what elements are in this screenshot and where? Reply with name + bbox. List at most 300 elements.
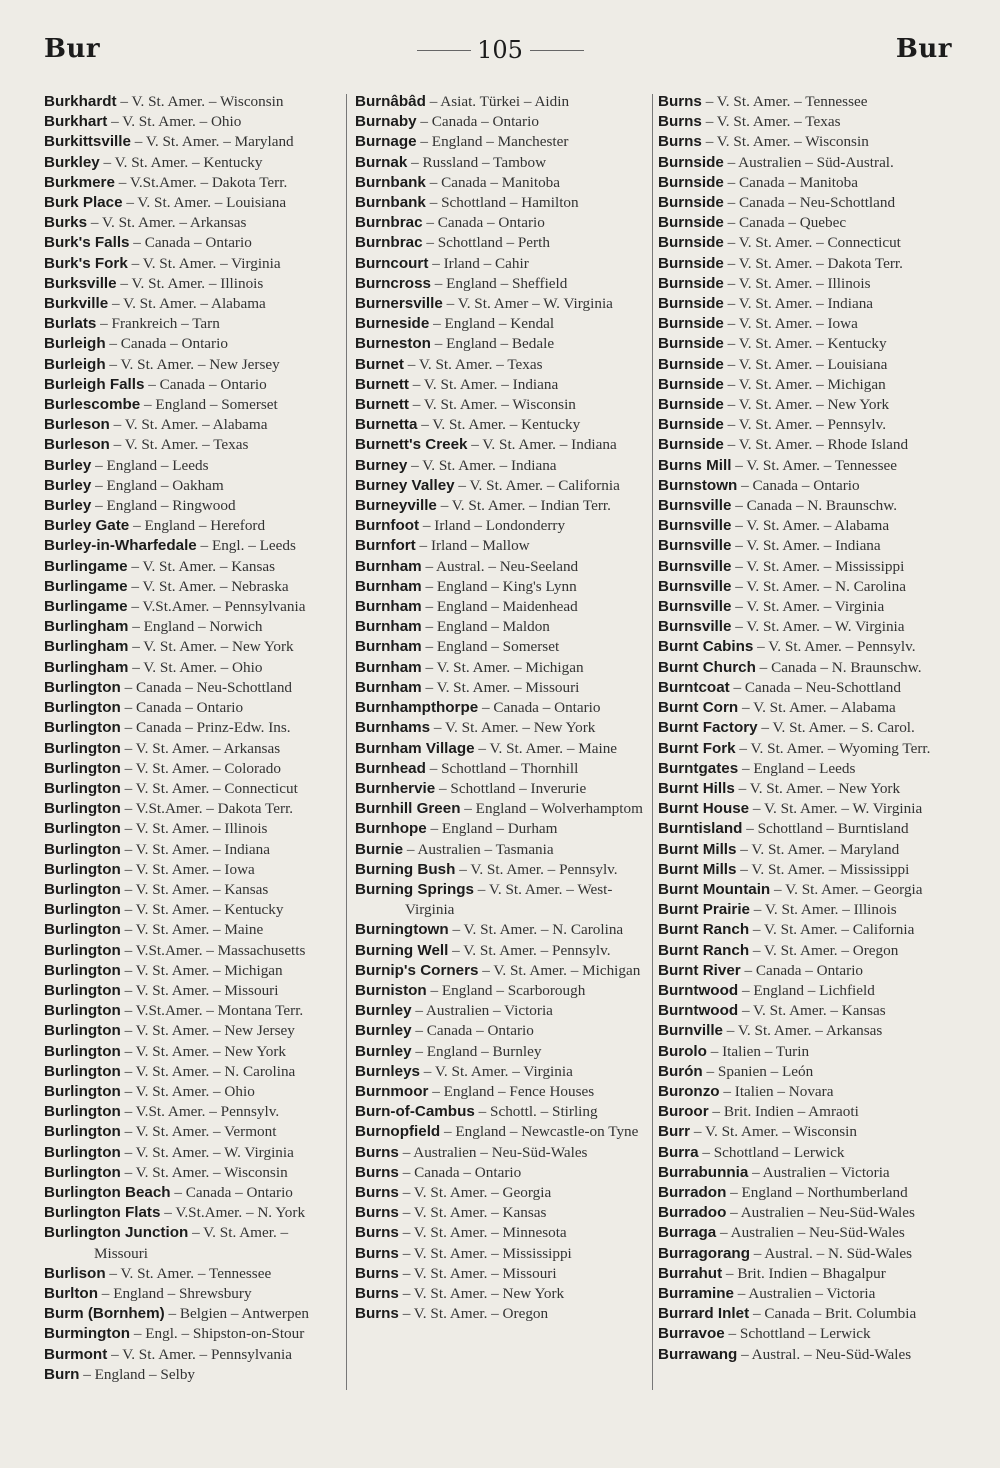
gazetteer-entry bbox=[355, 1082, 651, 1102]
gazetteer-entry bbox=[355, 536, 651, 556]
place-name: Buronzo bbox=[658, 1082, 720, 1100]
place-location: – V.St.Amer. – Montana Terr. bbox=[120, 1002, 304, 1020]
place-name: Burnville bbox=[658, 1022, 723, 1040]
gazetteer-entry bbox=[658, 698, 958, 718]
gazetteer-entry bbox=[44, 739, 342, 759]
gazetteer-entry bbox=[355, 1244, 651, 1264]
gazetteer-entry bbox=[355, 920, 651, 940]
gazetteer-entry bbox=[658, 294, 958, 314]
gazetteer-entry bbox=[44, 334, 342, 354]
gazetteer-entry bbox=[355, 294, 651, 314]
gazetteer-entry bbox=[44, 759, 342, 779]
place-name: Burnfort bbox=[355, 537, 416, 555]
place-location: – Schottland – Perth bbox=[422, 234, 550, 252]
place-name: Burnt Cabins bbox=[658, 638, 754, 656]
place-location: – V. St. Amer. – Arkansas bbox=[723, 1022, 883, 1040]
place-name: Burnley bbox=[355, 1002, 412, 1020]
place-location: – V. St. Amer. – California bbox=[749, 921, 915, 939]
place-name: Burnie bbox=[355, 840, 404, 858]
gazetteer-entry bbox=[658, 173, 958, 193]
gazetteer-entry bbox=[658, 1042, 958, 1062]
place-name: Burlington bbox=[44, 719, 121, 737]
place-name: Burnsville bbox=[658, 618, 732, 636]
place-location: – V. St. Amer. – Illinois bbox=[120, 820, 268, 838]
place-location: – England – Northumberland bbox=[726, 1183, 908, 1201]
gazetteer-entry bbox=[44, 355, 342, 375]
place-name: Burm (Bornhem) bbox=[44, 1305, 165, 1323]
place-name: Burlton bbox=[44, 1284, 98, 1302]
gazetteer-entry bbox=[658, 1102, 958, 1122]
gazetteer-entry bbox=[44, 597, 342, 617]
place-location: – V. St. Amer. – Indiana bbox=[723, 295, 874, 313]
place-name: Burningtown bbox=[355, 921, 449, 939]
place-name: Burlington bbox=[44, 901, 121, 919]
gazetteer-entry bbox=[658, 799, 958, 819]
running-head-right: Bur bbox=[895, 34, 952, 64]
place-location: – Italien – Novara bbox=[719, 1082, 834, 1100]
place-location: – V. St. Amer. – Oregon bbox=[749, 941, 899, 959]
gazetteer-entry bbox=[355, 1183, 651, 1203]
gazetteer-entry bbox=[658, 92, 958, 112]
place-name: Burlington bbox=[44, 860, 121, 878]
gazetteer-entry bbox=[658, 1264, 958, 1284]
gazetteer-entry bbox=[658, 254, 958, 274]
gazetteer-entry bbox=[44, 880, 342, 900]
place-name: Burnside bbox=[658, 335, 724, 353]
place-name: Burmington bbox=[44, 1325, 131, 1343]
place-location: – V. St. Amer. – Georgia bbox=[770, 880, 923, 898]
gazetteer-entry bbox=[658, 375, 958, 395]
place-location: – V. St. Amer. – Pennsylvania bbox=[107, 1345, 292, 1363]
gazetteer-entry bbox=[44, 1324, 342, 1344]
place-name: Burnhampthorpe bbox=[355, 699, 479, 717]
place-location: – V. St. Amer. – Texas bbox=[403, 355, 543, 373]
place-location: – V. St. Amer. – New Jersey bbox=[120, 1022, 295, 1040]
gazetteer-entry bbox=[355, 1203, 651, 1223]
gazetteer-entry bbox=[355, 961, 651, 981]
place-name: Burlington bbox=[44, 739, 121, 757]
gazetteer-entry bbox=[355, 819, 651, 839]
place-name: Burns bbox=[355, 1143, 399, 1161]
place-name: Burlington bbox=[44, 1143, 121, 1161]
place-location: – V. St. Amer. – Louisiana bbox=[723, 355, 888, 373]
gazetteer-entry bbox=[44, 274, 342, 294]
place-name: Burnt Mills bbox=[658, 840, 737, 858]
place-name: Burnside bbox=[658, 214, 724, 232]
place-location: – V. St. Amer. – Kansas bbox=[127, 557, 276, 575]
place-name: Burns Mill bbox=[658, 456, 732, 474]
gazetteer-entry bbox=[658, 395, 958, 415]
place-name: Burns bbox=[658, 93, 702, 110]
place-name: Burney Valley bbox=[355, 476, 455, 494]
place-name: Burns bbox=[355, 1163, 399, 1181]
place-name: Burleigh Falls bbox=[44, 375, 145, 393]
place-name: Burntisland bbox=[658, 820, 743, 838]
place-name: Burnbank bbox=[355, 194, 426, 212]
place-location: – V. St. Amer. – Ohio bbox=[107, 113, 242, 131]
gazetteer-entry bbox=[44, 637, 342, 657]
place-location: – England – Selby bbox=[79, 1365, 196, 1383]
place-name: Burnham bbox=[355, 557, 422, 575]
gazetteer-entry bbox=[658, 920, 958, 940]
gazetteer-entry bbox=[658, 213, 958, 233]
place-location: – V. St. Amer. – Connecticut bbox=[120, 779, 298, 797]
place-location: – V. St. Amer. – Michigan bbox=[120, 961, 283, 979]
place-name: Burlington bbox=[44, 1022, 121, 1040]
gazetteer-entry bbox=[44, 456, 342, 476]
gazetteer-entry bbox=[44, 1163, 342, 1183]
gazetteer-entry bbox=[355, 981, 651, 1001]
place-location: – V. St. Amer. – Pennsylv. bbox=[723, 416, 886, 434]
place-name: Burk's Fork bbox=[44, 254, 128, 272]
gazetteer-entry bbox=[658, 1082, 958, 1102]
place-name: Burlington bbox=[44, 981, 121, 999]
gazetteer-entry bbox=[355, 516, 651, 536]
gazetteer-entry bbox=[44, 617, 342, 637]
place-location: – Canada – Brit. Columbia bbox=[749, 1305, 917, 1323]
place-location: – Canada – Ontario bbox=[478, 699, 601, 717]
place-name: Burleigh bbox=[44, 335, 106, 353]
gazetteer-entry bbox=[355, 254, 651, 274]
place-location: – England – Somerset bbox=[421, 638, 560, 656]
place-location: – England – Sheffield bbox=[430, 274, 568, 292]
gazetteer-entry bbox=[355, 597, 651, 617]
place-name: Burnstown bbox=[658, 476, 738, 494]
gazetteer-column-2 bbox=[355, 92, 651, 1324]
gazetteer-entry bbox=[355, 678, 651, 698]
place-location: – England – Ringwood bbox=[91, 497, 236, 515]
gazetteer-entry bbox=[44, 1001, 342, 1021]
place-name: Burnsville bbox=[658, 537, 732, 555]
place-name: Burniston bbox=[355, 981, 427, 999]
gazetteer-entry bbox=[658, 1324, 958, 1344]
place-name: Burnham bbox=[355, 658, 422, 676]
place-location: – V. St. Amer. – New York bbox=[128, 638, 294, 656]
place-name: Burr bbox=[658, 1123, 691, 1141]
place-location: – V.St.Amer. – N. York bbox=[160, 1204, 306, 1222]
place-name: Burlats bbox=[44, 315, 97, 333]
place-name: Burnett bbox=[355, 375, 409, 393]
place-location: – V. St. Amer. – W. Virginia bbox=[749, 800, 923, 818]
place-name: Burnsville bbox=[658, 577, 732, 595]
place-location: – V. St. Amer. – Indiana bbox=[731, 537, 881, 555]
place-name: Burlington bbox=[44, 921, 121, 939]
place-location: – V. St. Amer. – New York bbox=[723, 396, 890, 414]
place-location: – Brit. Indien – Amraoti bbox=[708, 1103, 859, 1121]
gazetteer-entry bbox=[44, 920, 342, 940]
place-name: Burnside bbox=[658, 436, 724, 454]
place-location: – V. St. Amer. – Pennsylv. bbox=[753, 638, 916, 656]
place-name: Burkhardt bbox=[44, 93, 117, 110]
place-name: Burning Bush bbox=[355, 860, 456, 878]
place-location: – V.St.Amer. – Dakota Terr. bbox=[120, 800, 294, 818]
place-location: – V. St. Amer – W. Virginia bbox=[442, 295, 613, 313]
place-name: Burnsville bbox=[658, 497, 732, 515]
gazetteer-entry bbox=[44, 254, 342, 274]
place-name: Burnet bbox=[355, 355, 404, 373]
gazetteer-entry bbox=[355, 658, 651, 678]
gazetteer-entry bbox=[658, 516, 958, 536]
place-location: – V. St. Amer. – Wisconsin bbox=[409, 396, 576, 414]
place-location: – England – Maidenhead bbox=[421, 598, 578, 616]
gazetteer-entry bbox=[658, 597, 958, 617]
place-location: – V. St. Amer. – Kansas bbox=[120, 880, 269, 898]
gazetteer-entry bbox=[355, 233, 651, 253]
place-name: Burradon bbox=[658, 1183, 727, 1201]
place-name: Burkley bbox=[44, 153, 100, 171]
place-location: – V. St. Amer. – Tennessee bbox=[731, 456, 897, 474]
place-name: Burlington bbox=[44, 800, 121, 818]
gazetteer-entry bbox=[355, 112, 651, 132]
gazetteer-entry bbox=[355, 880, 651, 920]
place-name: Burlingame bbox=[44, 577, 128, 595]
place-name: Burnett bbox=[355, 396, 409, 414]
place-name: Burntwood bbox=[658, 981, 739, 999]
place-location: – Canada – Ontario bbox=[129, 234, 252, 252]
gazetteer-entry bbox=[44, 435, 342, 455]
place-name: Burnham bbox=[355, 598, 422, 616]
place-location: – Frankreich – Tarn bbox=[96, 315, 220, 333]
place-location: – Canada – N. Braunschw. bbox=[755, 658, 922, 676]
place-name: Burley bbox=[44, 456, 92, 474]
place-name: Burneyville bbox=[355, 497, 437, 515]
place-name: Burleson bbox=[44, 436, 110, 454]
gazetteer-entry bbox=[44, 92, 342, 112]
place-location: – V. St. Amer. – Indiana bbox=[409, 375, 559, 393]
place-name: Burramine bbox=[658, 1284, 734, 1302]
place-location: – Australien – Victoria bbox=[733, 1284, 876, 1302]
gazetteer-entry bbox=[355, 557, 651, 577]
place-name: Burnside bbox=[658, 153, 724, 171]
place-name: Burnbrac bbox=[355, 214, 423, 232]
place-location: – Austral. – N. Süd-Wales bbox=[749, 1244, 913, 1262]
place-location: – England – Norwich bbox=[128, 618, 263, 636]
gazetteer-entry bbox=[44, 718, 342, 738]
place-name: Burk Place bbox=[44, 194, 123, 212]
place-location: – England – Somerset bbox=[140, 396, 278, 414]
place-location: – V. St. Amer. – California bbox=[454, 476, 620, 494]
place-name: Burley Gate bbox=[44, 517, 130, 535]
place-name: Burlington bbox=[44, 961, 121, 979]
gazetteer-entry bbox=[44, 193, 342, 213]
running-head-left: Bur bbox=[44, 34, 101, 64]
place-name: Burnt Fork bbox=[658, 739, 736, 757]
place-location: – V. St. Amer. – Maryland bbox=[130, 133, 294, 151]
place-name: Burnt Prairie bbox=[658, 901, 750, 919]
place-name: Burnley bbox=[355, 1022, 412, 1040]
place-name: Burk's Falls bbox=[44, 234, 130, 252]
gazetteer-entry bbox=[658, 577, 958, 597]
gazetteer-entry bbox=[658, 1183, 958, 1203]
gazetteer-entry bbox=[658, 435, 958, 455]
place-name: Burnham Village bbox=[355, 739, 475, 757]
place-name: Burkittsville bbox=[44, 133, 131, 151]
place-location: – Canada – Ontario bbox=[398, 1163, 522, 1181]
gazetteer-entry bbox=[44, 294, 342, 314]
place-name: Burley bbox=[44, 476, 92, 494]
place-name: Burnage bbox=[355, 133, 417, 151]
place-location: – V. St. Amer. – Missouri bbox=[94, 1224, 289, 1262]
gazetteer-entry bbox=[44, 213, 342, 233]
place-location: – V. St. Amer. – Alabama bbox=[109, 416, 268, 434]
place-name: Burnak bbox=[355, 153, 408, 171]
place-location: – Schottland – Inverurie bbox=[435, 779, 587, 797]
gazetteer-entry bbox=[355, 637, 651, 657]
place-location: – Canada – Manitoba bbox=[723, 173, 858, 191]
gazetteer-entry bbox=[44, 415, 342, 435]
place-location: – V. St. Amer. – Minnesota bbox=[398, 1224, 567, 1242]
place-location: – V. St. Amer. – Wisconsin bbox=[690, 1123, 857, 1141]
place-location: – V. St. Amer. – Virginia bbox=[420, 1062, 573, 1080]
place-location: – V. St. Amer. – Indiana bbox=[467, 436, 617, 454]
place-location: – Asiat. Türkei – Aidin bbox=[425, 93, 570, 110]
place-location: – V. St. Amer. – Arkansas bbox=[87, 214, 247, 232]
place-location: – V. St. Amer. – Virginia bbox=[127, 254, 281, 272]
place-name: Burlescombe bbox=[44, 396, 141, 414]
place-name: Buroor bbox=[658, 1103, 709, 1121]
gazetteer-entry bbox=[44, 1284, 342, 1304]
gazetteer-entry bbox=[355, 617, 651, 637]
place-location: – V. St. Amer. – Alabama bbox=[731, 517, 890, 535]
place-name: Burnhead bbox=[355, 759, 426, 777]
place-location: – England – Durham bbox=[426, 820, 558, 838]
place-name: Burlington Beach bbox=[44, 1183, 171, 1201]
gazetteer-entry bbox=[355, 496, 651, 516]
place-location: – V. St. Amer. – Ohio bbox=[128, 658, 263, 676]
gazetteer-entry bbox=[355, 375, 651, 395]
gazetteer-entry bbox=[658, 1304, 958, 1324]
place-location: – V. St. Amer. – W. Virginia bbox=[731, 618, 905, 636]
place-name: Burnham bbox=[355, 638, 422, 656]
place-location: – V. St. Amer. – New York bbox=[120, 1042, 287, 1060]
place-location: – V. St. Amer. – Pennsylv. bbox=[455, 860, 618, 878]
place-location: – Schottland – Hamilton bbox=[425, 194, 579, 212]
place-location: – V. St. Amer. – Iowa bbox=[723, 315, 858, 333]
gazetteer-entry bbox=[355, 334, 651, 354]
place-name: Burnett's Creek bbox=[355, 436, 468, 454]
gazetteer-entry bbox=[355, 1264, 651, 1284]
place-name: Burnt House bbox=[658, 800, 750, 818]
place-name: Burnâbâd bbox=[355, 93, 426, 110]
place-location: – V. St. Amer. – Wyoming Terr. bbox=[735, 739, 931, 757]
place-location: – Australien – Tasmania bbox=[403, 840, 554, 858]
place-location: – England – Maldon bbox=[421, 618, 550, 636]
place-name: Burnersville bbox=[355, 295, 443, 313]
place-location: – V. St. Amer. – Indian Terr. bbox=[436, 497, 611, 515]
place-name: Burlison bbox=[44, 1264, 106, 1282]
place-location: – V. St. Amer. – Kentucky bbox=[120, 901, 284, 919]
gazetteer-entry bbox=[355, 1001, 651, 1021]
place-name: Burlington bbox=[44, 1163, 121, 1181]
place-location: – Schottland – Lerwick bbox=[698, 1143, 845, 1161]
place-name: Burnhervie bbox=[355, 779, 436, 797]
place-location: – V. St. Amer. – Kentucky bbox=[417, 416, 581, 434]
gazetteer-entry bbox=[44, 1183, 342, 1203]
gazetteer-entry bbox=[355, 779, 651, 799]
place-name: Burnhope bbox=[355, 820, 427, 838]
gazetteer-entry bbox=[355, 213, 651, 233]
place-location: – V. St. Amer. – Rhode Island bbox=[723, 436, 909, 454]
gazetteer-entry bbox=[44, 1203, 342, 1223]
place-location: – V. St. Amer. – Maine bbox=[120, 921, 264, 939]
place-location: – England – Leeds bbox=[91, 456, 209, 474]
place-location: – England – Manchester bbox=[416, 133, 569, 151]
place-location: – V. St. Amer. – Connecticut bbox=[723, 234, 901, 252]
gazetteer-entry bbox=[355, 860, 651, 880]
gazetteer-entry bbox=[658, 1244, 958, 1264]
place-location: – V. St. Amer. – Texas bbox=[701, 113, 841, 131]
place-name: Burns bbox=[355, 1244, 399, 1262]
place-name: Burnip's Corners bbox=[355, 961, 479, 979]
place-location: – V. St. Amer. – Mississippi bbox=[398, 1244, 572, 1262]
place-name: Burrard Inlet bbox=[658, 1305, 750, 1323]
column-divider bbox=[652, 94, 653, 1390]
place-location: – Canada – N. Braunschw. bbox=[731, 497, 898, 515]
gazetteer-entry bbox=[355, 476, 651, 496]
place-location: – Canada – Ontario bbox=[144, 375, 267, 393]
gazetteer-entry bbox=[658, 637, 958, 657]
gazetteer-entry bbox=[44, 1304, 342, 1324]
place-name: Burmont bbox=[44, 1345, 108, 1363]
place-location: – Irland – Cahir bbox=[428, 254, 529, 272]
place-name: Burlington bbox=[44, 840, 121, 858]
place-name: Burnley bbox=[355, 1042, 412, 1060]
gazetteer-entry bbox=[355, 941, 651, 961]
gazetteer-entry bbox=[658, 961, 958, 981]
gazetteer-entry bbox=[44, 536, 342, 556]
place-location: – Canada – Ontario bbox=[411, 1022, 534, 1040]
place-name: Burley bbox=[44, 497, 92, 515]
place-name: Burnopfield bbox=[355, 1123, 441, 1141]
place-location: – V. St. Amer. – Alabama bbox=[738, 699, 896, 717]
gazetteer-entry bbox=[658, 557, 958, 577]
gazetteer-entry bbox=[658, 496, 958, 516]
gazetteer-entry bbox=[658, 274, 958, 294]
gazetteer-entry bbox=[355, 1062, 651, 1082]
place-location: – V. St. Amer. – N. Carolina bbox=[120, 1062, 296, 1080]
place-location: – England – Hereford bbox=[129, 517, 266, 535]
gazetteer-entry bbox=[658, 1001, 958, 1021]
place-name: Burragorang bbox=[658, 1244, 750, 1262]
gazetteer-entry bbox=[355, 1102, 651, 1122]
place-location: – V. St. Amer. – Arkansas bbox=[120, 739, 281, 757]
place-location: – Brit. Indien – Bhagalpur bbox=[722, 1264, 886, 1282]
place-name: Burnhams bbox=[355, 719, 431, 737]
page-number: 105 bbox=[477, 36, 523, 64]
place-name: Burntcoat bbox=[658, 678, 730, 696]
place-name: Burlington bbox=[44, 1082, 121, 1100]
gazetteer-entry bbox=[658, 334, 958, 354]
gazetteer-entry bbox=[658, 536, 958, 556]
gazetteer-entry bbox=[355, 739, 651, 759]
place-name: Burlingame bbox=[44, 557, 128, 575]
gazetteer-entry bbox=[355, 132, 651, 152]
place-name: Burnt Mountain bbox=[658, 880, 771, 898]
place-location: – V.St.Amer. – Pennsylvania bbox=[127, 598, 306, 616]
gazetteer-entry bbox=[44, 658, 342, 678]
gazetteer-entry bbox=[355, 1284, 651, 1304]
place-location: – Irland – Londonderry bbox=[419, 517, 566, 535]
gazetteer-entry bbox=[658, 132, 958, 152]
place-location: – V. St. Amer. – N. Carolina bbox=[731, 577, 906, 595]
place-name: Burns bbox=[355, 1224, 399, 1242]
gazetteer-entry bbox=[44, 496, 342, 516]
page-header bbox=[0, 34, 1000, 74]
place-location: – Schottl. – Stirling bbox=[474, 1103, 598, 1121]
place-location: – V. St. Amer. – Tennessee bbox=[701, 93, 868, 110]
gazetteer-entry bbox=[658, 759, 958, 779]
gazetteer-entry bbox=[355, 698, 651, 718]
